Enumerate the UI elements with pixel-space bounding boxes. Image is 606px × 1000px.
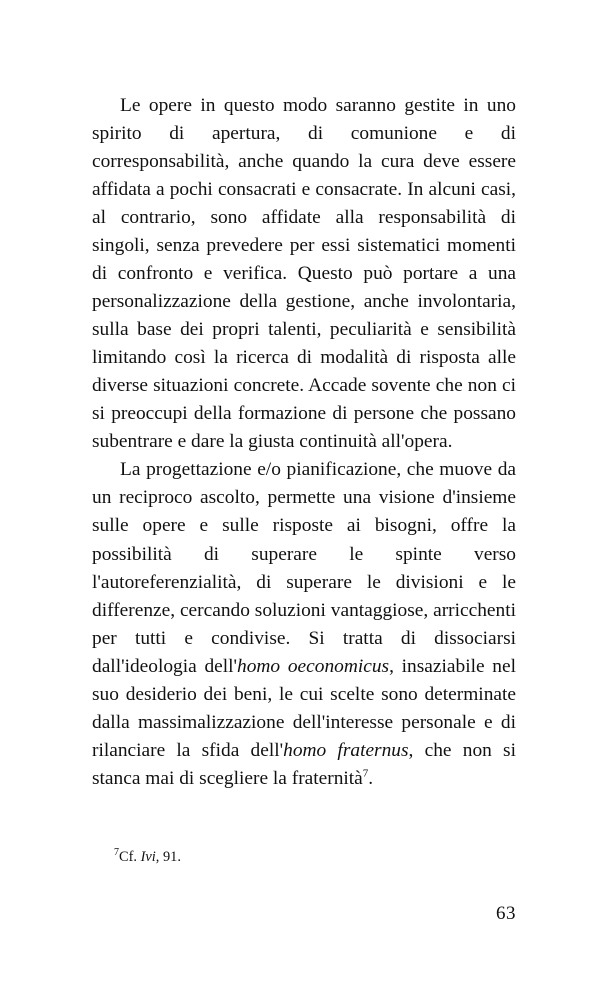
- paragraph-2-segment-1: La progettazione e/o pianificazione, che muove da un reciproco ascolto, permette una visione d'insieme sulle opere e sulle risposte ai bisogni, offre la possibilità di superare le spinte verso l'autoreferenzialità, di superare le divisioni e le differenze, cercando soluzioni vantaggiose, arricchenti per tutti e condivise. Si tratta di dissociarsi dall'ideologia dell': [92, 459, 516, 677]
- paragraph-2: [92, 456, 516, 792]
- footnote: [92, 846, 516, 867]
- paragraph-2-segment-4: .: [368, 767, 374, 789]
- footnote-suffix: , 91.: [155, 848, 181, 865]
- body-text-block: [92, 92, 516, 793]
- page-number: 63: [496, 903, 516, 924]
- footnote-prefix: Cf.: [119, 848, 141, 865]
- footnote-reference-marker[interactable]: 7: [362, 767, 369, 780]
- paragraph-1: Le opere in questo modo saranno gestite in uno spirito di apertura, di comunione e di corresponsabilità, anche quando la cura deve essere affidata a pochi consacrati e consacrate. In alcuni casi, al contrario, sono affidate alla responsabilità di singoli, senza prevedere per essi sistematici momenti di confronto e verifica. Questo può portare a una personalizzazione della gestione, anche involontaria, sulla base dei propri talenti, peculiarità e sensibilità limitando così la ricerca di modalità di risposta alle diverse situazioni concrete. Accade sovente che non ci si preoccupi della formazione di persone che possano subentrare e dare la giusta continuità all'opera.: [92, 95, 516, 453]
- footnote-number: 7: [114, 847, 119, 858]
- paragraph-2-segment-3: , che non si stanca mai di scegliere la fraternità: [92, 739, 516, 789]
- paragraph-2-italic-homo-fraternus: homo fraternus: [283, 739, 409, 761]
- footnote-italic-ivi: Ivi: [140, 848, 156, 865]
- paragraph-2-italic-homo-oeconomicus: homo oeconomicus: [237, 655, 390, 677]
- paragraph-2-segment-2: , insaziabile nel suo desiderio dei beni, le cui scelte sono determinate dalla massimalizzazione dell'interesse personale e di rilanciare la sfida dell': [92, 655, 516, 761]
